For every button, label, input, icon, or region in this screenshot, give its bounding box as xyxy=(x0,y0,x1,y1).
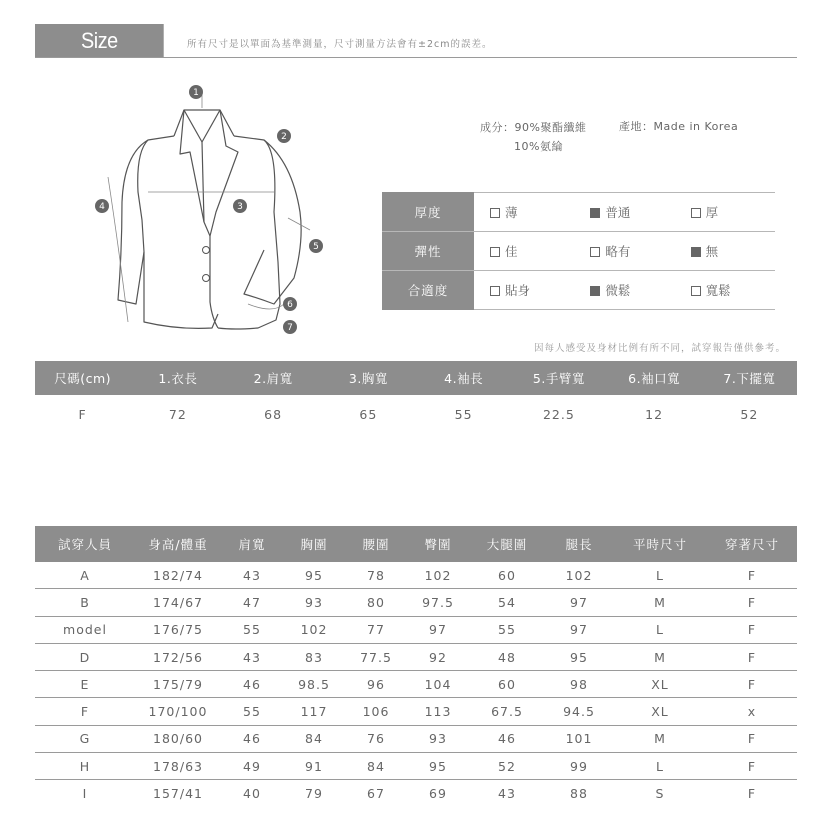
table-cell: 172/56 xyxy=(135,643,221,670)
table-cell: 55 xyxy=(221,698,283,725)
fit-col-header: 試穿人員 xyxy=(35,526,135,562)
attr-row-fit xyxy=(382,271,775,310)
table-cell: B xyxy=(35,589,135,616)
table-cell: D xyxy=(35,643,135,670)
table-cell: 94.5 xyxy=(545,698,613,725)
attr-label: 厚度 xyxy=(382,193,474,232)
marker-2: 2 xyxy=(281,132,287,142)
table-cell: model xyxy=(35,616,135,643)
measurement-note: 所有尺寸是以單面為基準測量，尺寸測量方法會有±2cm的誤差。 xyxy=(187,39,493,50)
size-col-header: 3.胸寬 xyxy=(321,361,416,395)
marker-5: 5 xyxy=(313,242,319,252)
table-cell: M xyxy=(613,589,707,616)
table-cell: 88 xyxy=(570,786,588,802)
table-cell: 113 xyxy=(407,698,469,725)
table-cell: M xyxy=(613,643,707,670)
table-cell: 46 xyxy=(221,725,283,752)
table-cell: F xyxy=(707,562,797,589)
table-cell: 65 xyxy=(359,406,378,422)
table-cell: F xyxy=(707,643,797,670)
table-cell: 22.5 xyxy=(542,406,575,422)
table-cell: 78 xyxy=(345,562,407,589)
checkbox-icon xyxy=(490,247,500,257)
table-cell: F xyxy=(707,725,797,752)
fit-col-header: 胸圍 xyxy=(283,526,345,562)
table-cell: 47 xyxy=(221,589,283,616)
attr-label: 合適度 xyxy=(382,271,474,310)
table-cell: 46 xyxy=(221,671,283,698)
checkbox-icon xyxy=(490,208,500,218)
table-cell: 40 xyxy=(243,786,261,802)
table-cell: 60 xyxy=(469,562,545,589)
table-cell: F xyxy=(78,406,87,422)
table-cell: 91 xyxy=(283,753,345,780)
attr-option: 寬鬆 xyxy=(675,271,775,310)
table-cell: 43 xyxy=(221,562,283,589)
composition-line-1: 成分：90%聚酯纖維 xyxy=(480,121,587,134)
table-cell: 67.5 xyxy=(469,698,545,725)
table-cell: 68 xyxy=(264,406,283,422)
size-col-header: 5.手臂寬 xyxy=(511,361,606,395)
table-cell: F xyxy=(35,698,135,725)
table-cell: 98 xyxy=(545,671,613,698)
table-cell: 80 xyxy=(345,589,407,616)
table-row xyxy=(35,780,797,807)
fit-col-header: 穿著尺寸 xyxy=(707,526,797,562)
table-cell: M xyxy=(613,725,707,752)
size-col-header: 4.袖長 xyxy=(416,361,511,395)
table-cell: 176/75 xyxy=(135,616,221,643)
table-cell: x xyxy=(707,698,797,725)
fit-col-header: 平時尺寸 xyxy=(613,526,707,562)
table-cell: A xyxy=(35,562,135,589)
table-cell: 170/100 xyxy=(135,698,221,725)
table-cell: 102 xyxy=(407,562,469,589)
table-row xyxy=(35,671,797,698)
table-cell: E xyxy=(35,671,135,698)
table-row xyxy=(35,562,797,589)
size-info-header xyxy=(35,24,797,86)
table-cell: F xyxy=(707,616,797,643)
marker-7: 7 xyxy=(287,323,293,333)
table-cell: 102 xyxy=(545,562,613,589)
table-cell: 76 xyxy=(345,725,407,752)
marker-6: 6 xyxy=(287,300,293,310)
attr-option: 微鬆 xyxy=(574,271,674,310)
checkbox-checked-icon xyxy=(590,208,600,218)
table-cell: 55 xyxy=(469,616,545,643)
table-row xyxy=(35,616,797,643)
marker-1: 1 xyxy=(193,88,199,98)
table-cell: 97.5 xyxy=(407,589,469,616)
table-row xyxy=(35,643,797,670)
table-cell: F xyxy=(707,753,797,780)
table-cell: 84 xyxy=(283,725,345,752)
table-row xyxy=(35,589,797,616)
size-col-header: 1.衣長 xyxy=(130,361,225,395)
table-cell: 157/41 xyxy=(153,786,203,802)
table-cell: 69 xyxy=(429,786,447,802)
table-cell: 175/79 xyxy=(135,671,221,698)
table-cell: 96 xyxy=(345,671,407,698)
table-row xyxy=(35,698,797,725)
fit-col-header: 臀圍 xyxy=(407,526,469,562)
table-cell: 43 xyxy=(221,643,283,670)
fabric-attributes-table xyxy=(382,192,775,310)
attr-row-elasticity xyxy=(382,232,775,271)
table-cell: 83 xyxy=(283,643,345,670)
table-cell: L xyxy=(613,562,707,589)
size-col-header: 尺碼(cm) xyxy=(35,361,130,395)
table-cell: 93 xyxy=(407,725,469,752)
table-cell: 99 xyxy=(545,753,613,780)
table-cell: G xyxy=(35,725,135,752)
origin-label: 產地：Made in Korea xyxy=(619,120,739,133)
table-row xyxy=(35,753,797,780)
table-cell: 106 xyxy=(345,698,407,725)
table-cell: 97 xyxy=(545,589,613,616)
table-cell: F xyxy=(707,671,797,698)
table-cell: L xyxy=(613,753,707,780)
table-cell: 93 xyxy=(283,589,345,616)
checkbox-checked-icon xyxy=(691,247,701,257)
table-row xyxy=(35,395,797,433)
attr-option: 薄 xyxy=(474,193,574,232)
attr-label: 彈性 xyxy=(382,232,474,271)
table-cell: 104 xyxy=(407,671,469,698)
table-cell: 92 xyxy=(407,643,469,670)
attr-option: 厚 xyxy=(675,193,775,232)
checkbox-icon xyxy=(490,286,500,296)
size-col-header: 6.袖口寬 xyxy=(607,361,702,395)
size-table-header xyxy=(35,361,797,395)
checkbox-checked-icon xyxy=(590,286,600,296)
table-cell: 49 xyxy=(221,753,283,780)
size-table xyxy=(35,361,797,433)
table-cell: 43 xyxy=(498,786,516,802)
table-cell: 102 xyxy=(283,616,345,643)
size-col-header: 7.下擺寬 xyxy=(702,361,797,395)
material-composition xyxy=(480,118,586,156)
fitting-report-table xyxy=(35,526,797,807)
table-cell: 180/60 xyxy=(135,725,221,752)
section-title: Size Information xyxy=(35,24,164,57)
checkbox-icon xyxy=(590,247,600,257)
table-cell: 52 xyxy=(740,406,759,422)
table-cell: XL xyxy=(613,671,707,698)
table-cell: 12 xyxy=(645,406,664,422)
checkbox-icon xyxy=(691,208,701,218)
table-cell: 46 xyxy=(469,725,545,752)
table-cell: 95 xyxy=(407,753,469,780)
fit-table-header xyxy=(35,526,797,562)
marker-3: 3 xyxy=(237,202,243,212)
table-cell: 77 xyxy=(345,616,407,643)
table-cell: H xyxy=(35,753,135,780)
table-cell: 95 xyxy=(545,643,613,670)
table-cell: 97 xyxy=(545,616,613,643)
table-cell: F xyxy=(747,786,757,802)
composition-line-2: 10%氨綸 xyxy=(514,140,563,153)
table-cell: 182/74 xyxy=(135,562,221,589)
checkbox-icon xyxy=(691,286,701,296)
table-cell: 98.5 xyxy=(283,671,345,698)
table-cell: 101 xyxy=(545,725,613,752)
table-cell: 77.5 xyxy=(345,643,407,670)
table-cell: L xyxy=(613,616,707,643)
table-cell: 60 xyxy=(469,671,545,698)
table-cell: XL xyxy=(613,698,707,725)
fit-col-header: 大腿圍 xyxy=(469,526,545,562)
table-cell: 55 xyxy=(221,616,283,643)
attr-option: 無 xyxy=(675,232,775,271)
table-cell: 79 xyxy=(305,786,323,802)
table-cell: 174/67 xyxy=(135,589,221,616)
marker-4: 4 xyxy=(99,202,105,212)
size-col-header: 2.肩寬 xyxy=(226,361,321,395)
attr-option: 佳 xyxy=(474,232,574,271)
attr-option: 貼身 xyxy=(474,271,574,310)
fit-col-header: 腰圍 xyxy=(345,526,407,562)
table-cell: 67 xyxy=(367,786,385,802)
fit-disclaimer: 因每人感受及身材比例有所不同，試穿報告僅供參考。 xyxy=(533,343,786,354)
table-cell: F xyxy=(707,589,797,616)
jacket-illustration xyxy=(88,82,338,344)
fit-col-header: 腿長 xyxy=(545,526,613,562)
header-divider xyxy=(35,57,797,58)
table-cell: 48 xyxy=(469,643,545,670)
attr-row-thickness xyxy=(382,193,775,232)
table-cell: 52 xyxy=(469,753,545,780)
table-cell: 72 xyxy=(168,406,187,422)
fit-col-header: 身高/體重 xyxy=(135,526,221,562)
table-cell: 95 xyxy=(283,562,345,589)
table-cell: S xyxy=(655,786,665,802)
table-cell: 84 xyxy=(345,753,407,780)
fit-col-header: 肩寬 xyxy=(221,526,283,562)
table-cell: 55 xyxy=(454,406,473,422)
attr-option: 普通 xyxy=(574,193,674,232)
table-row xyxy=(35,725,797,752)
table-cell: 117 xyxy=(283,698,345,725)
jacket-diagram xyxy=(88,82,338,344)
table-cell: 54 xyxy=(469,589,545,616)
table-cell: 178/63 xyxy=(135,753,221,780)
table-cell: 97 xyxy=(407,616,469,643)
table-cell: I xyxy=(82,786,88,802)
attr-option: 略有 xyxy=(574,232,674,271)
